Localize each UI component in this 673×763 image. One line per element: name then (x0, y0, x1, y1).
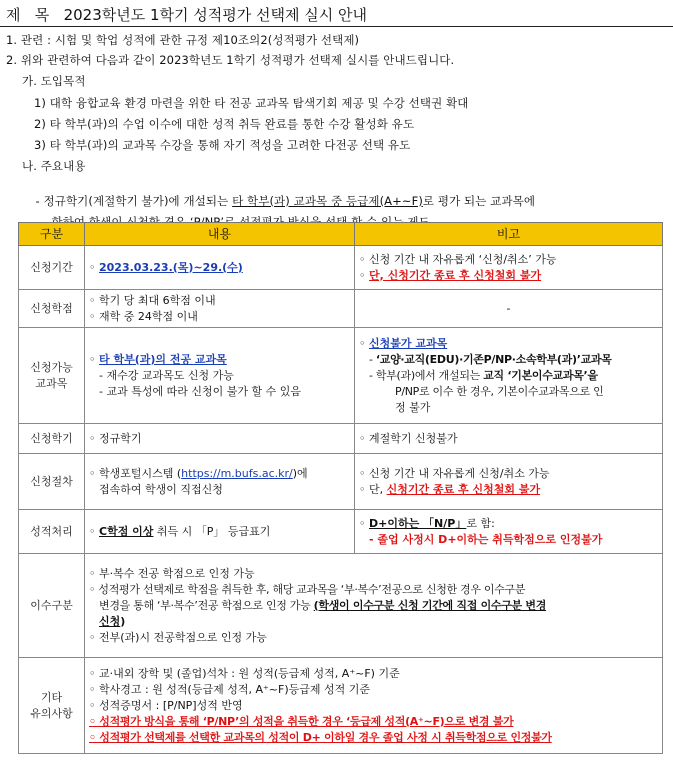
row-note: ◦ D+이하는 「N/P」로 함: - 졸업 사정시 D+이하는 취득학점으로 인정불가 (355, 510, 663, 554)
table-row (19, 424, 663, 454)
row-content: ◦ 학기 당 최대 6학점 이내 ◦ 재학 중 24학점 이내 (85, 290, 355, 328)
portal-link[interactable]: https://m.bufs.ac.kr/ (181, 466, 293, 480)
row-content: ◦ 정규학기 (85, 424, 355, 454)
header-content: 내용 (85, 223, 355, 246)
info-table (18, 222, 663, 754)
header-category: 구분 (19, 223, 85, 246)
row-category: 신청절차 (19, 454, 85, 510)
title-divider (0, 26, 673, 27)
underlined-phrase: 타 학부(과) 교과목 중 등급제(A+~F) (232, 194, 423, 208)
row-content: ◦ 2023.03.23.(목)~29.(수) (85, 246, 355, 290)
row-content: ◦ 부·복수 전공 학점으로 인정 가능 ◦ 성적평가 선택제로 학점을 취득한 후, 해당 교과목을 ‘부·복수’전공으로 신청한 경우 이수구분 변경을 통해 ‘부·복수’전공 학점으로 인정 가능 (학생이 이수구분 신청 기간에 직접 이수구분 변경 신청) ◦ 전부(과)시 전공학점으로 인정 가능 (85, 554, 663, 658)
row-note: ◦ 신청 기간 내 자유롭게 신청/취소 가능 ◦ 단, 신청기간 종료 후 신청철회 불가 (355, 454, 663, 510)
row-category: 기타 유의사항 (19, 658, 85, 754)
row-category: 성적처리 (19, 510, 85, 554)
row-category: 이수구분 (19, 554, 85, 658)
table-header-row (19, 223, 663, 246)
row-category: 신청학점 (19, 290, 85, 328)
row-note: ◦ 계절학기 신청불가 (355, 424, 663, 454)
row-content: ◦ 교·내외 장학 및 (졸업)석차 : 원 성적(등급제 성적, A⁺~F) 기준 ◦ 학사경고 : 원 성적(등급제 성적, A⁺~F)등급제 성적 기준 ◦ 성적증명서 : [P/NP]성적 반영 ◦ 성적평가 방식을 통해 ‘P/NP’의 성적을 취득한 경우 ‘등급제 성적(A⁺~F)으로 변경 불가 ◦ 성적평가 선택제를 선택한 교과목의 성적이 D+ 이하일 경우 졸업 사정 시 취득학점으로 인정불가 (85, 658, 663, 754)
row-category: 신청가능 교과목 (19, 328, 85, 424)
intro-line-1: 1. 관련 : 시험 및 학업 성적에 관한 규정 제10조의2(성적평가 선택제) (6, 33, 360, 47)
purpose-3: 3) 타 학부(과)의 교과목 수강을 통해 자기 적성을 고려한 다전공 선택 유도 (34, 138, 411, 152)
main-content-line-1: - 정규학기(계절학기 불가)에 개설되는 타 학부(과) 교과목 중 등급제(A+~F)로 평가 되는 교과목에 (35, 194, 536, 208)
section-na-heading: 나. 주요내용 (22, 159, 86, 173)
row-note: ◦ 신청 기간 내 자유롭게 ‘신청/취소’ 가능 ◦ 단, 신청기간 종료 후 신청철회 불가 (355, 246, 663, 290)
section-ga-heading: 가. 도입목적 (22, 74, 86, 88)
purpose-2: 2) 타 학부(과)의 수업 이수에 대한 성적 취득 완료를 통한 수강 활성화 유도 (34, 117, 415, 131)
apply-period-dates: 2023.03.23.(목)~29.(수) (99, 260, 243, 274)
row-category: 신청학기 (19, 424, 85, 454)
purpose-1: 1) 대학 융합교육 환경 마련을 위한 타 전공 교과목 탐색기회 제공 및 수강 선택권 확대 (34, 96, 469, 110)
table-row (19, 246, 663, 290)
row-category: 신청기간 (19, 246, 85, 290)
table-row (19, 510, 663, 554)
table-row (19, 290, 663, 328)
row-note: - (355, 290, 663, 328)
row-content: ◦ C학점 이상 취득 시 「P」 등급표기 (85, 510, 355, 554)
row-content: ◦ 타 학부(과)의 전공 교과목 - 재수강 교과목도 신청 가능 - 교과 특성에 따라 신청이 불가 할 수 있음 (85, 328, 355, 424)
header-note: 비고 (355, 223, 663, 246)
row-note: ◦ 신청불가 교과목 - ‘교양·교직(EDU)·기존P/NP·소속학부(과)’교과목 - 학부(과)에서 개설되는 교직 ‘기본이수교과목’을 P/NP로 이수 한 경우, 기본이수교과목으로 인 정 불가 (355, 328, 663, 424)
table-row (19, 658, 663, 754)
document-title: 제 목 2023학년도 1학기 성적평가 선택제 실시 안내 (6, 6, 367, 24)
table-row (19, 554, 663, 658)
table-row (19, 328, 663, 424)
row-content: ◦ 학생포털시스템 (https://m.bufs.ac.kr/)에 접속하여 학생이 직접신청 (85, 454, 355, 510)
intro-line-2: 2. 위와 관련하여 다음과 같이 2023학년도 1학기 성적평가 선택제 실시를 안내드립니다. (6, 53, 455, 67)
table-row (19, 454, 663, 510)
